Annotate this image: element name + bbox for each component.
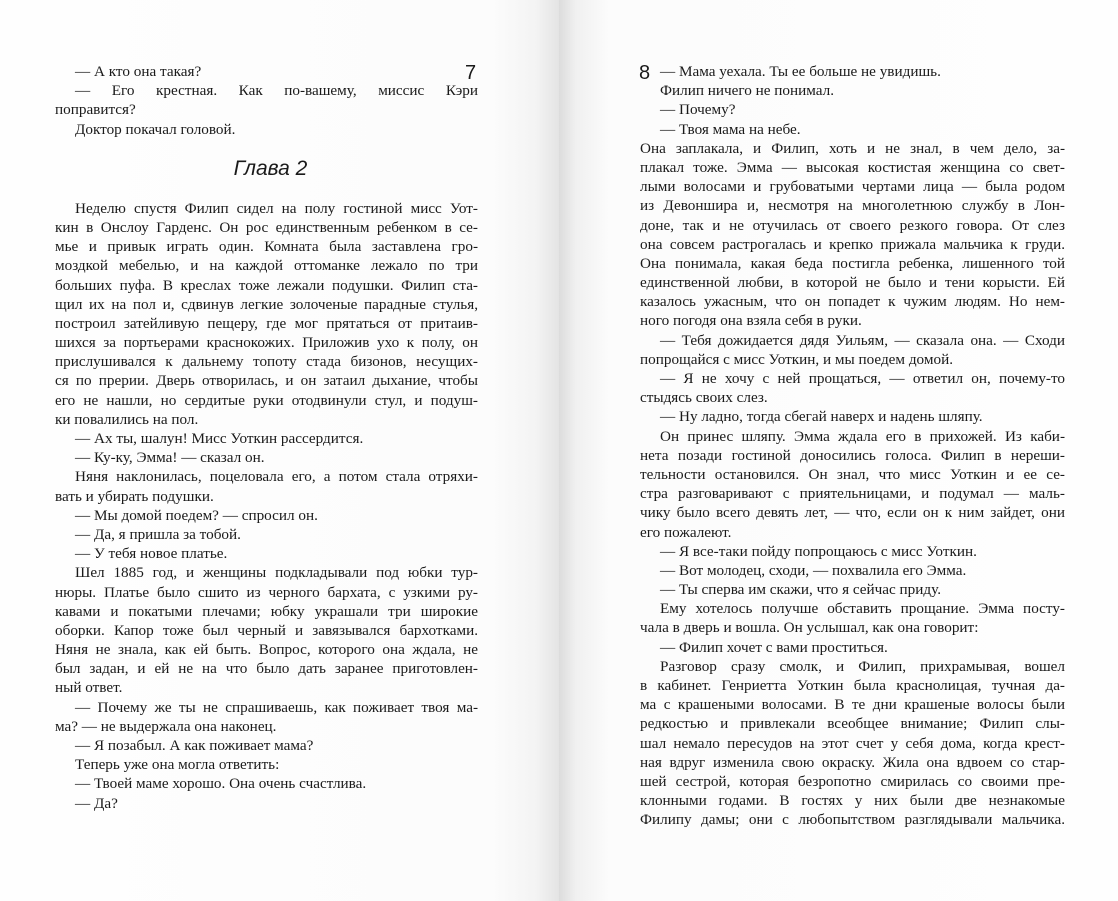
text-line: Она понимала, какая беда постигла ребенка, лишенного той	[640, 254, 1065, 272]
text-line: кин в Онслоу Гарденс. Он рос единственным ребенком в се-	[55, 218, 478, 236]
text-line: — Я не хочу с ней прощаться, — ответил он, почему-то	[660, 370, 1065, 387]
text-line: стыдясь своих слез.	[640, 389, 768, 407]
text-line: — Да, я пришла за тобой.	[75, 525, 241, 543]
text-line: ный ответ.	[55, 679, 123, 697]
text-line: Она заплакала, и Филип, хоть и не знал, в чем дело, за-	[640, 139, 1065, 157]
text-line: тельности остановился. Он знал, что мисс Уоткин и ее се-	[640, 465, 1065, 483]
text-line: казалось ужасным, что он попадет к чужим людям. Но нем-	[640, 293, 1065, 311]
text-line: моздкой мебелью, и на каждой оттоманке лежало по три	[55, 257, 478, 275]
text-line: нюры. Платье было сшито из черного бархата, с узкими ру-	[55, 583, 478, 601]
text-line: нета позади гостиной доносились голоса. Филип в нереши-	[640, 446, 1065, 464]
text-line: Ему хотелось получше обставить прощание. Эмма посту-	[660, 600, 1065, 618]
text-line: попрощайся с мисс Уоткин, и мы поедем домой.	[640, 350, 953, 368]
text-line: из Девоншира и, несмотря на многолетнюю службу в Лон-	[640, 197, 1065, 215]
text-line: — Филип хочет с вами проститься.	[660, 638, 888, 656]
text-line: — Почему же ты не спрашиваешь, как поживает твоя ма-	[75, 698, 478, 716]
right-page	[559, 0, 1118, 901]
left-top-lines	[55, 62, 478, 139]
text-line: доне, так и не отучилась от своего резкого говора. От слез	[640, 216, 1065, 234]
left-body-lines	[55, 199, 478, 813]
text-line: в кабинет. Генриетта Уоткин была краснолицая, тучная да-	[640, 677, 1065, 694]
text-line: Шел 1885 год, и женщины подкладывали под юбки тур-	[75, 564, 478, 582]
text-line: — Почему?	[660, 101, 736, 119]
text-line: — Вот молодец, сходи, — похвалила его Эмма.	[660, 561, 967, 579]
text-line: построил затейливую пещеру, где мог прятаться от притаив-	[55, 314, 478, 332]
text-line: Няня не знала, как ей быть. Вопрос, которого она ждала, не	[55, 641, 478, 659]
text-line: она совсем растрогалась и крепко прижала мальчика к груди.	[640, 235, 1065, 253]
text-line: Теперь уже она могла ответить:	[75, 756, 280, 774]
text-line: — А кто она такая?	[75, 63, 202, 80]
text-line: больших пуфа. В креслах тоже лежали подушки. Филип ста-	[55, 276, 478, 294]
text-line: — У тебя новое платье.	[75, 545, 228, 563]
chapter-heading: Глава 2	[233, 156, 308, 180]
text-line: ного погодя она взяла себя в руки.	[640, 312, 862, 330]
text-line: его пожалеют.	[640, 523, 732, 541]
text-line: — Мы домой поедем? — спросил он.	[75, 506, 318, 524]
text-line: чала в дверь и вошла. Он услышал, как она говорит:	[640, 619, 979, 637]
text-line: единственной любви, в которой не было и тени корысти. Ей	[640, 274, 1065, 292]
text-line: чику было всего девять лет, — что, если он к ним зайдет, они	[640, 504, 1065, 522]
text-line: — Твоей маме хорошо. Она очень счастлива.	[75, 775, 367, 793]
text-line: Разговор сразу смолк, и Филип, прихрамывая, вошел	[660, 657, 1065, 675]
text-line: Филипу дамы; они с любопытством разглядывали мальчика.	[640, 811, 1065, 829]
text-line: лыми волосами и грубоватыми чертами лица — была родом	[640, 178, 1065, 196]
text-line: шей сестрой, которая безропотно смирилась со своими пре-	[640, 772, 1065, 790]
text-line: был задан, и ей не на что было дать заранее приготовлен-	[55, 660, 478, 678]
text-line: — Его крестная. Как по-вашему, миссис Кэри	[75, 82, 478, 100]
text-line: ки повалились на пол.	[55, 410, 199, 428]
text-line: — Твоя мама на небе.	[660, 120, 801, 138]
text-line: редкостью и привлекали всеобщее внимание; Филип слы-	[640, 715, 1065, 733]
text-line: Неделю спустя Филип сидел на полу гостиной мисс Уот-	[75, 199, 478, 217]
left-page-text	[55, 62, 478, 813]
right-page-text	[640, 62, 1065, 830]
text-line: прислушивался к дальнему топоту стада бизонов, несущих-	[55, 353, 478, 371]
text-line: — Тебя дожидается дядя Уильям, — сказала она. — Сходи	[660, 331, 1065, 349]
text-line: его не нашли, но сердитые руки отодвинули стул, и подуш-	[55, 391, 478, 409]
text-line: — Ты сперва им скажи, что я сейчас приду.	[660, 581, 942, 599]
text-line: ная вдруг изменила свою окраску. Жила она вдвоем со стар-	[640, 753, 1065, 771]
text-line: оборки. Капор тоже был черный и завязывался бархотками.	[55, 621, 478, 639]
text-line: — Ну ладно, тогда сбегай наверх и надень шляпу.	[660, 408, 983, 426]
text-line: Он принес шляпу. Эмма ждала его в прихожей. Из каби-	[660, 427, 1065, 445]
text-line: Доктор покачал головой.	[75, 120, 236, 138]
text-line: мье и привык играть один. Комната была заставлена гро-	[55, 238, 478, 256]
text-line: ся по прерии. Дверь отворилась, и он затаил дыхание, чтобы	[55, 372, 478, 390]
text-line: поправится?	[55, 101, 136, 119]
text-line: шихся за портьерами краснокожих. Приложив ухо к полу, он	[55, 334, 478, 352]
text-line: кавами и покатыми плечами; юбку украшали три широкие	[55, 602, 478, 620]
text-line: — Я все-таки пойду попрощаюсь с мисс Уоткин.	[660, 542, 977, 560]
text-line: вать и убирать подушки.	[55, 487, 214, 505]
text-line: стра разговаривают с приятельницами, и подумал — маль-	[640, 485, 1065, 503]
text-line: ма? — не выдержала она наконец.	[55, 717, 277, 735]
text-line: Филип ничего не понимал.	[660, 82, 835, 100]
text-line: Няня наклонилась, поцеловала его, а потом стала отряхи-	[75, 468, 478, 486]
text-line: клонными годами. В гостях у них были две незнакомые	[640, 792, 1065, 810]
page-number: 7	[465, 62, 477, 84]
text-line: щил их на пол и, сдвинув легкие золоченые парадные стулья,	[55, 295, 478, 313]
text-line: плакал тоже. Эмма — высокая костистая женщина со свет-	[640, 158, 1065, 176]
text-line: — Да?	[75, 794, 118, 812]
text-line: — Мама уехала. Ты ее больше не увидишь.	[660, 63, 941, 80]
text-line: — Ах ты, шалун! Мисс Уоткин рассердится.	[75, 430, 364, 447]
page-number: 8	[639, 62, 651, 84]
text-line: — Ку-ку, Эмма! — сказал он.	[75, 449, 265, 467]
text-line: шал немало пересудов на этот счет у себя дома, когда крест-	[640, 734, 1065, 752]
right-body-lines	[640, 62, 1065, 830]
text-line: — Я позабыл. А как поживает мама?	[75, 737, 314, 754]
text-line: ма с крашеными волосами. В те дни крашеные волосы были	[640, 696, 1065, 714]
